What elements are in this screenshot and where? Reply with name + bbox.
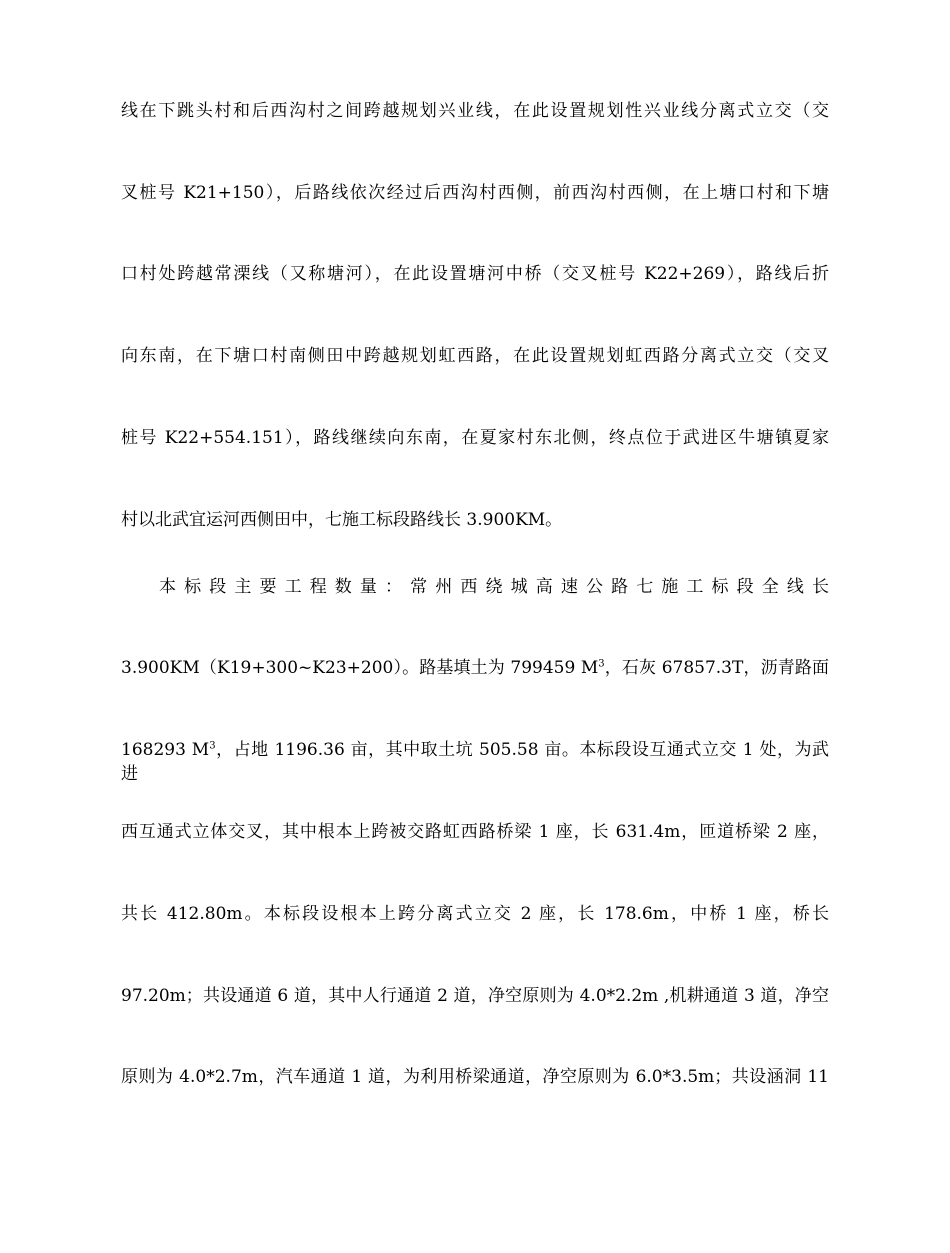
line-segment: 168293 M <box>121 740 210 760</box>
line-segment: ，石灰 67857.3T，沥青路面 <box>604 658 829 678</box>
paragraph-line-3: 口村处跨越常溧线（又称塘河），在此设置塘河中桥（交叉桩号 K22+269），路线后折 <box>121 264 829 284</box>
superscript-3: 3 <box>209 740 216 752</box>
paragraph2-line-3 <box>121 738 829 784</box>
paragraph-line-5: 桩号 K22+554.151），路线继续向东南，在夏家村东北侧，终点位于武进区牛塘镇夏家 <box>121 428 829 448</box>
paragraph-line-4: 向东南，在下塘口村南侧田中跨越规划虹西路，在此设置规划虹西路分离式立交（交叉 <box>121 346 829 366</box>
paragraph2-line-7: 原则为 4.0*2.7m，汽车通道 1 道，为利用桥梁通道，净空原则为 6.0*3.5m；共设涵洞 11 <box>121 1067 829 1087</box>
paragraph2-line-6: 97.20m；共设通道 6 道，其中人行通道 2 道，净空原则为 4.0*2.2m ,机耕通道 3 道，净空 <box>121 986 829 1006</box>
paragraph2-line-2 <box>121 656 829 680</box>
paragraph2-line-1: 本标段主要工程数量：常州西绕城高速公路七施工标段全线长 <box>159 577 829 597</box>
line-segment: 3.900KM（K19+300~K23+200）。路基填土为 799459 M <box>121 658 599 678</box>
line-segment: ，占地 1196.36 亩，其中取土坑 505.58 亩。本标段设互通式立交 1 处，为武进 <box>121 740 829 784</box>
superscript-3: 3 <box>598 658 605 670</box>
paragraph-line-2: 叉桩号 K21+150），后路线依次经过后西沟村西侧，前西沟村西侧，在上塘口村和下塘 <box>121 183 829 203</box>
paragraph-line-1: 线在下跳头村和后西沟村之间跨越规划兴业线，在此设置规划性兴业线分离式立交（交 <box>121 101 829 121</box>
paragraph-line-6: 村以北武宜运河西侧田中，七施工标段路线长 3.900KM。 <box>121 510 563 530</box>
paragraph2-line-5: 共长 412.80m。本标段设根本上跨分离式立交 2 座，长 178.6m，中桥 1 座，桥长 <box>121 904 829 924</box>
paragraph2-line-4: 西互通式立体交叉，其中根本上跨被交路虹西路桥梁 1 座，长 631.4m，匝道桥梁 2 座， <box>121 822 829 842</box>
